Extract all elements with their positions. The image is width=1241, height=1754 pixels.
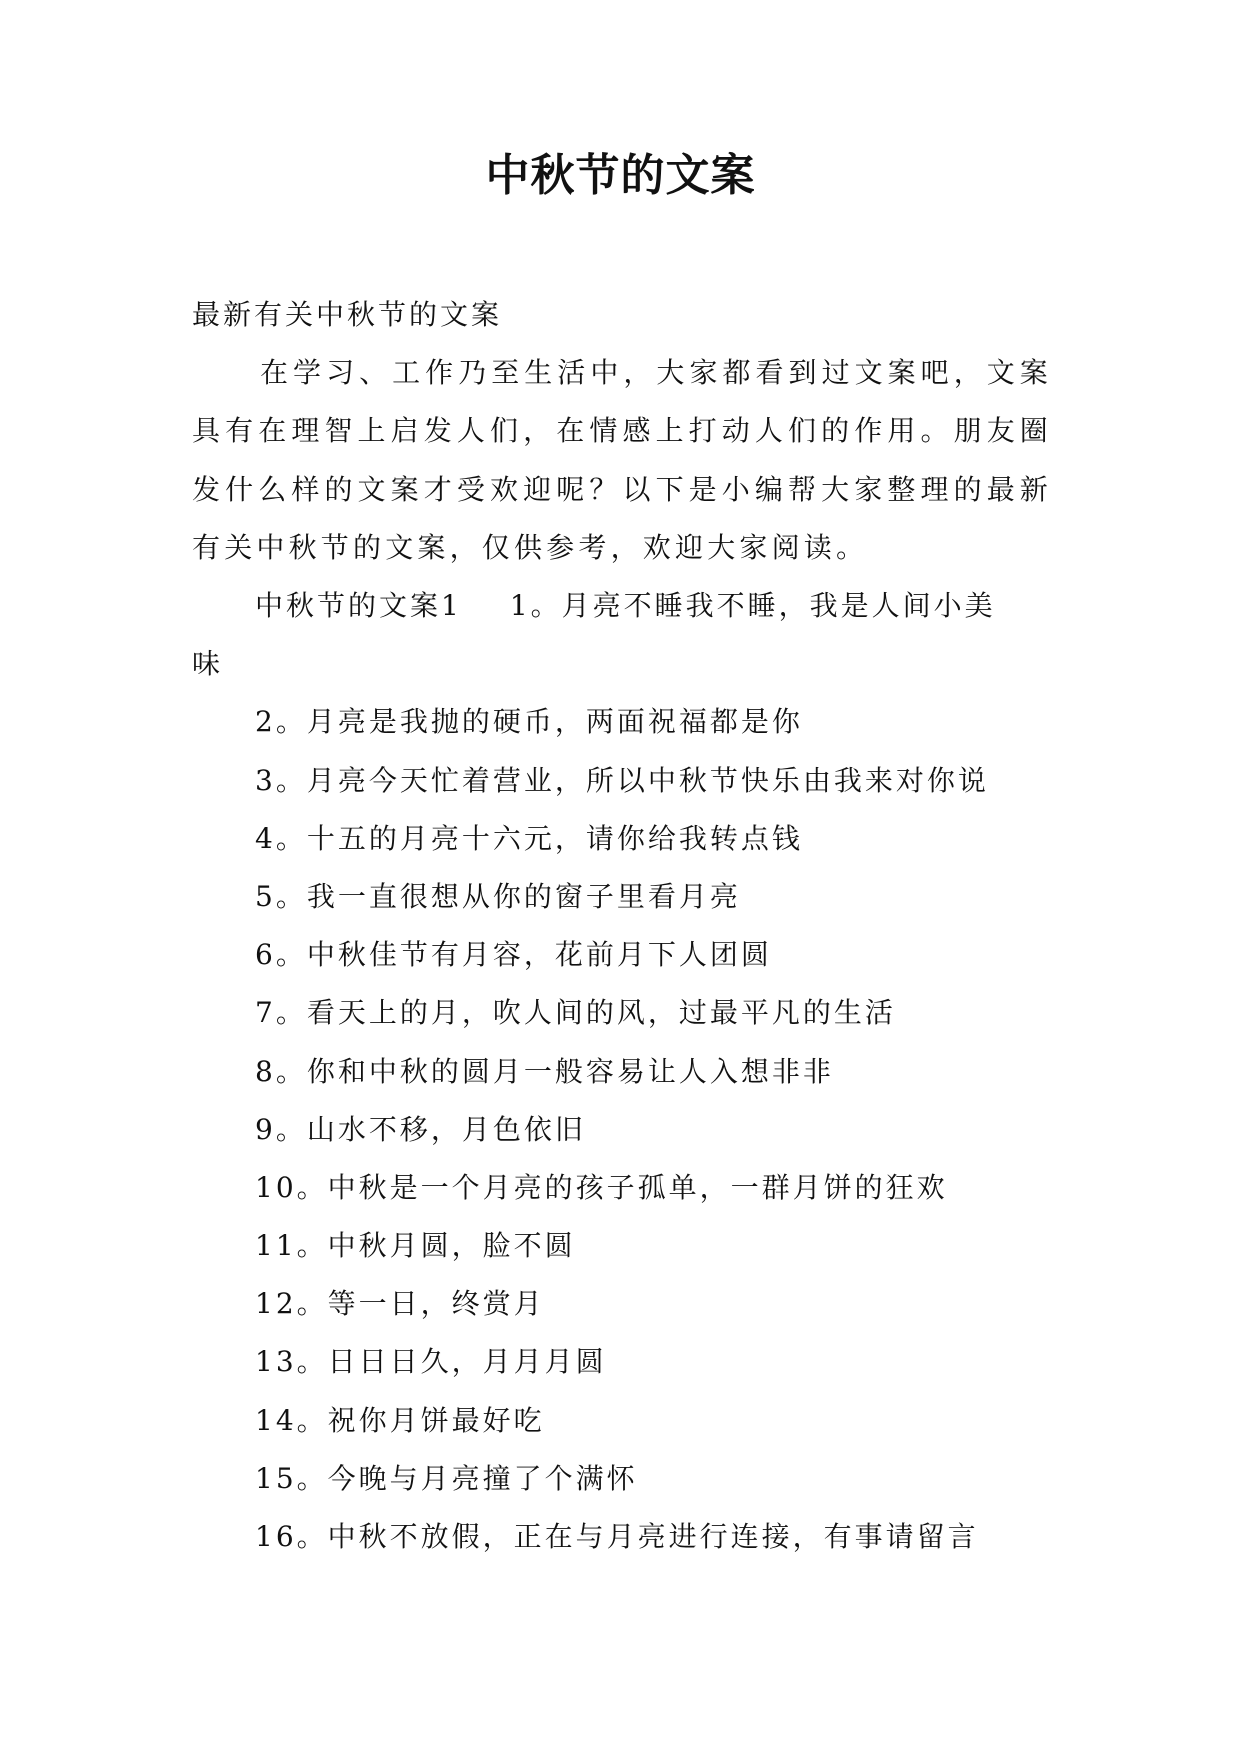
list-item: 5。我一直很想从你的窗子里看月亮 [255, 879, 741, 913]
list-item: 15。今晚与月亮撞了个满怀 [255, 1461, 638, 1495]
list-item: 11。中秋月圆，脸不圆 [255, 1229, 576, 1263]
list-item: 9。山水不移，月色依旧 [255, 1112, 586, 1146]
list-item: 16。中秋不放假，正在与月亮进行连接，有事请留言 [255, 1520, 979, 1553]
intro-paragraph: 在学习、工作乃至生活中，大家都看到过文案吧，文案具有在理智上启发人们，在情感上打动人们的作用。朋友圈发什么样的文案才受欢迎呢？以下是小编帮大家整理的最新有关中秋节的文案，仅供参考，欢迎大家阅读。 [192, 356, 1052, 564]
list-item: 10。中秋是一个月亮的孩子孤单，一群月饼的狂欢 [255, 1170, 948, 1204]
list-item: 4。十五的月亮十六元，请你给我转点钱 [255, 821, 803, 855]
list-item: 8。你和中秋的圆月一般容易让人入想非非 [255, 1054, 834, 1088]
document-title: 中秋节的文案 [485, 150, 756, 201]
section-heading: 中秋节的文案1 [255, 589, 462, 622]
list-item-1: 1。月亮不睡我不睡，我是人间小美 [509, 589, 996, 622]
document-body [192, 286, 1052, 1566]
list-item: 12。等一日，终赏月 [255, 1287, 545, 1321]
list-item: 13。日日日久，月月月圆 [255, 1345, 607, 1379]
list-item: 7。看天上的月，吹人间的风，过最平凡的生活 [255, 996, 896, 1030]
list-item: 14。祝你月饼最好吃 [255, 1403, 545, 1437]
document-subtitle: 最新有关中秋节的文案 [192, 298, 503, 331]
list-item: 3。月亮今天忙着营业，所以中秋节快乐由我来对你说 [255, 763, 989, 797]
section-heading-line [192, 577, 1052, 635]
list-item-1-continued: 味 [192, 647, 224, 681]
list-item: 6。中秋佳节有月容，花前月下人团圆 [255, 938, 772, 972]
list-item: 2。月亮是我抛的硬币，两面祝福都是你 [255, 705, 803, 739]
